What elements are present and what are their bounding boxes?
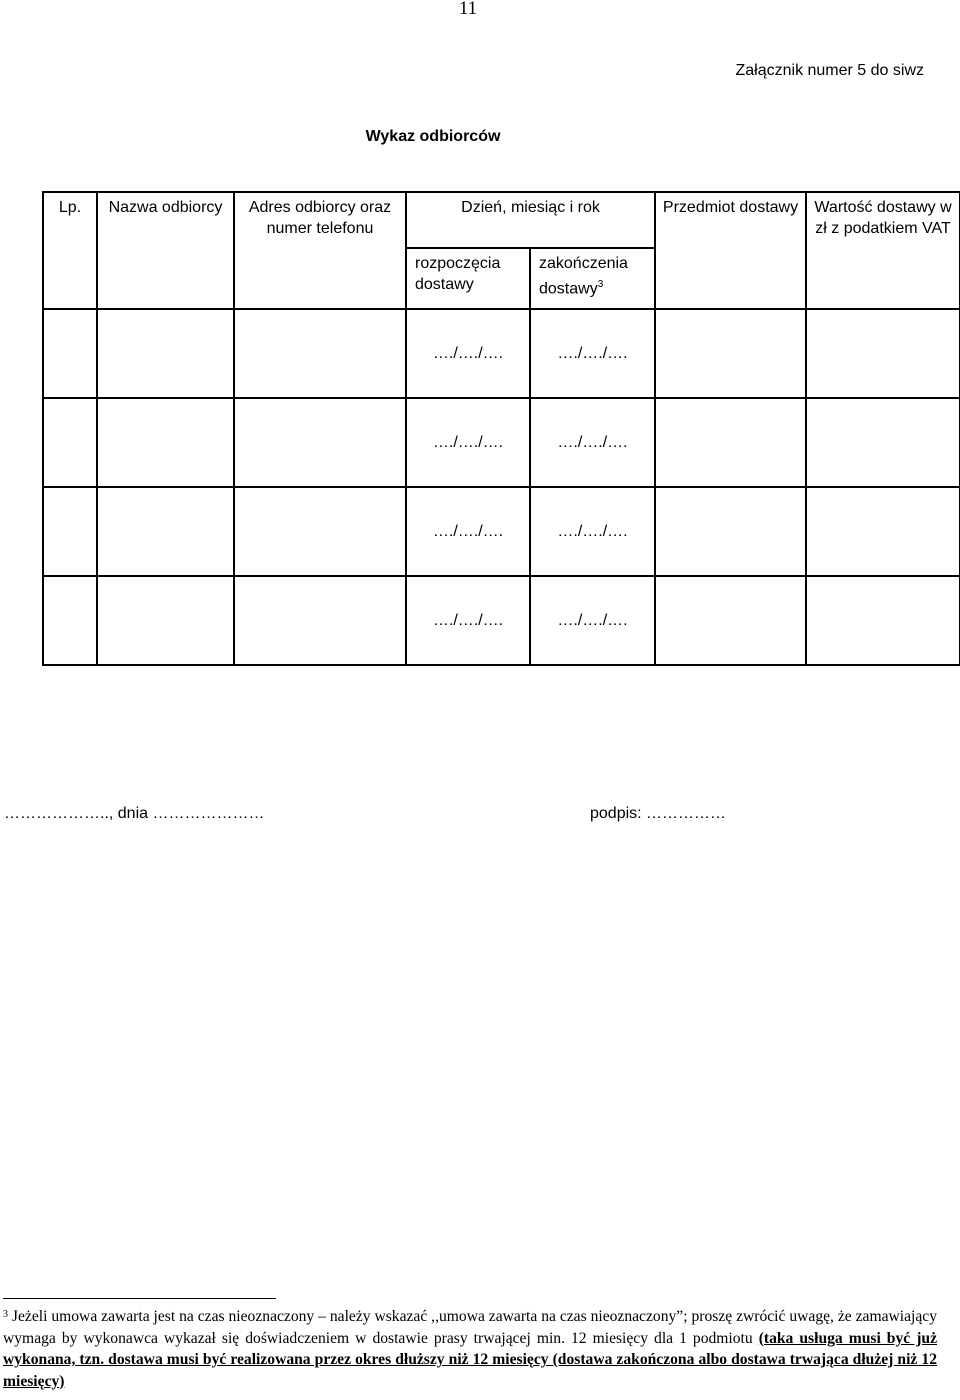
cell-address[interactable]	[234, 309, 406, 398]
header-start-date: rozpoczęcia dostawy	[406, 248, 530, 309]
header-end-date-label: zakończenia dostawy	[539, 255, 628, 298]
cell-lp[interactable]	[43, 309, 97, 398]
date-placeholder: …./…./….	[432, 612, 504, 629]
recipients-table	[42, 191, 960, 666]
cell-subject[interactable]	[655, 487, 806, 576]
signature-line: podpis: ……………	[590, 805, 727, 822]
cell-name[interactable]	[97, 487, 234, 576]
cell-end-date[interactable]	[530, 398, 655, 487]
date-placeholder: …./…./….	[432, 345, 504, 362]
date-placeholder: …./…./….	[557, 612, 628, 629]
cell-start-date[interactable]	[406, 576, 530, 665]
header-address: Adres odbiorcy oraz numer telefonu	[234, 192, 406, 309]
cell-subject[interactable]	[655, 309, 806, 398]
cell-address[interactable]	[234, 398, 406, 487]
cell-value[interactable]	[806, 576, 960, 665]
cell-value[interactable]	[806, 487, 960, 576]
annex-label: Załącznik numer 5 do siwz	[735, 62, 924, 79]
date-placeholder: …./…./….	[557, 345, 628, 362]
cell-start-date[interactable]	[406, 398, 530, 487]
cell-subject[interactable]	[655, 576, 806, 665]
cell-address[interactable]	[234, 576, 406, 665]
footnote-ref: 3	[597, 279, 604, 290]
footnote	[3, 1306, 937, 1392]
cell-start-date[interactable]	[406, 309, 530, 398]
cell-lp[interactable]	[43, 576, 97, 665]
cell-name[interactable]	[97, 398, 234, 487]
table-row	[43, 487, 960, 576]
cell-end-date[interactable]	[530, 309, 655, 398]
header-end-date	[530, 248, 655, 309]
header-name: Nazwa odbiorcy	[97, 192, 234, 309]
cell-start-date[interactable]	[406, 487, 530, 576]
cell-end-date[interactable]	[530, 576, 655, 665]
cell-subject[interactable]	[655, 398, 806, 487]
place-date-line: ……………….., dnia …………………	[4, 805, 265, 822]
cell-lp[interactable]	[43, 398, 97, 487]
cell-lp[interactable]	[43, 487, 97, 576]
table-header-row	[43, 192, 960, 248]
page-number: 11	[458, 0, 478, 19]
footnote-text: Jeżeli umowa zawarta jest na czas nieoznaczony – należy wskazać ,,umowa zawarta na czas nieoznaczony”; proszę zwrócić uwagę, że zamawiający wymaga by wykonawca wykazał się doświadczeniem w dostawie prasy trwającej min. 12 miesięcy dla 1 podmiotu	[3, 1308, 937, 1347]
table-row	[43, 309, 960, 398]
cell-name[interactable]	[97, 576, 234, 665]
footnote-separator	[3, 1298, 276, 1299]
date-placeholder: …./…./….	[432, 434, 504, 451]
footnote-number: 3	[3, 1309, 8, 1320]
date-placeholder: …./…./….	[432, 523, 504, 540]
header-date-group: Dzień, miesiąc i rok	[406, 192, 655, 248]
cell-address[interactable]	[234, 487, 406, 576]
cell-value[interactable]	[806, 309, 960, 398]
header-value: Wartość dostawy w zł z podatkiem VAT	[806, 192, 960, 309]
cell-end-date[interactable]	[530, 487, 655, 576]
table-row	[43, 398, 960, 487]
footnote-emphasis: (taka usługa musi być już wykonana, tzn. dostawa musi być realizowana przez okres dłuższy niż 12 miesięcy (dostawa zakończona albo dostawa trwająca dłużej niż 12 miesięcy)	[3, 1329, 937, 1390]
table-row	[43, 576, 960, 665]
cell-value[interactable]	[806, 398, 960, 487]
document-title: Wykaz odbiorców	[365, 128, 501, 145]
header-subject: Przedmiot dostawy	[655, 192, 806, 309]
cell-name[interactable]	[97, 309, 234, 398]
date-placeholder: …./…./….	[557, 434, 628, 451]
date-placeholder: …./…./….	[557, 523, 628, 540]
header-lp: Lp.	[43, 192, 97, 309]
